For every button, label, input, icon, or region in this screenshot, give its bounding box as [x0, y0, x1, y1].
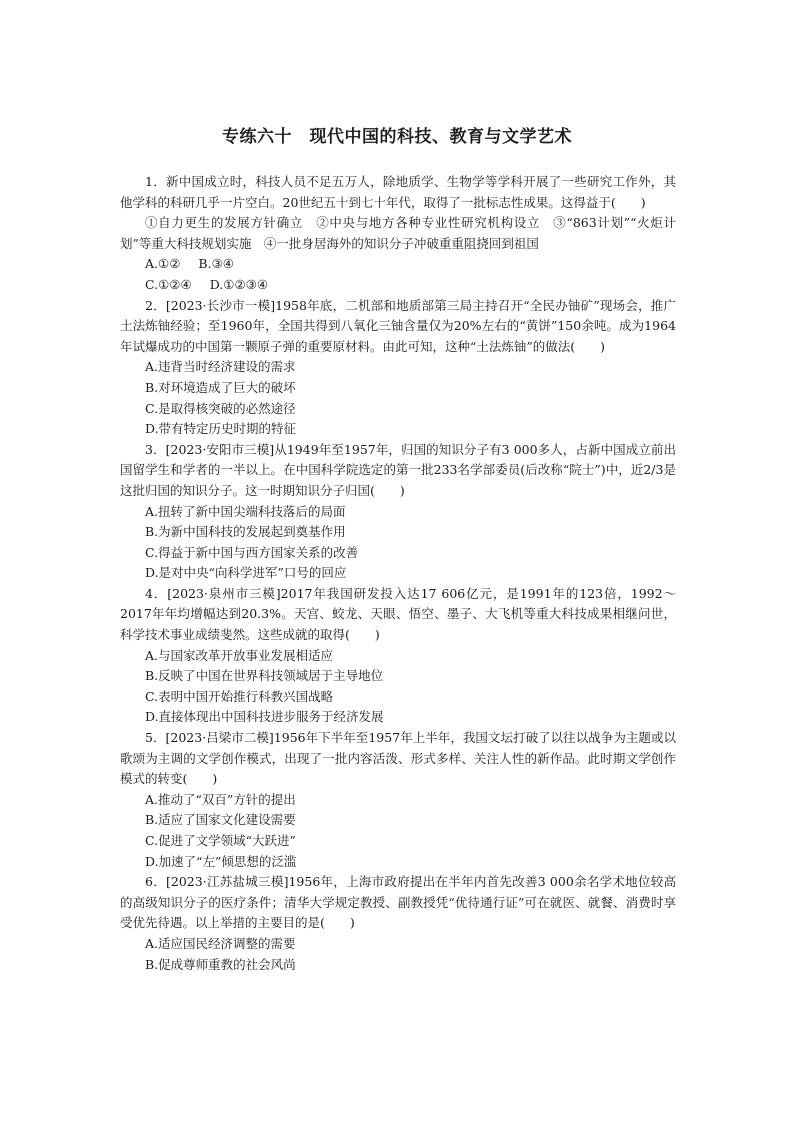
- option-c: C.得益于新中国与西方国家关系的改善: [145, 544, 359, 560]
- option-b: B.适应了国家文化建设需要: [145, 812, 296, 828]
- question-statements: ①自力更生的发展方针确立 ②中央与地方各种专业性研究机构设立 ③“863计划”“火炬计划”等重大科技规划实施 ④一批身居海外的知识分子冲破重重阻挠回到祖国: [120, 215, 676, 251]
- option-row: [120, 254, 676, 275]
- option-b: B.反映了中国在世界科技领域居于主导地位: [145, 668, 384, 684]
- question-stem: 1．新中国成立时，科技人员不足五万人，除地质学、生物学等学科开展了一些研究工作外，其他学科的科研几乎一片空白。20世纪五十到七十年代，取得了一批标志性成果。这得益于( ): [120, 174, 676, 210]
- option-a: A.推动了“双百”方针的提出: [145, 791, 296, 807]
- option-c: C.①②④: [145, 276, 192, 292]
- option-d: D.带有特定历史时期的特征: [145, 421, 297, 437]
- option-a: A.适应国民经济调整的需要: [145, 935, 296, 951]
- question-stem: 6．[2023·江苏盐城三模]1956年，上海市政府提出在半年内首先改善3 000余名学术地位较高的高级知识分子的医疗条件；清华大学规定教授、副教授凭“优待通行证”可在就医、就餐、消费时享受优先待遇。以上举措的主要目的是( ): [120, 874, 676, 931]
- option-a: A.①②: [145, 256, 181, 272]
- option-a: A.与国家改革开放事业发展相适应: [145, 647, 334, 663]
- question-6: [120, 872, 676, 975]
- question-1: [120, 172, 676, 296]
- question-stem: 4．[2023·泉州市三模]2017年我国研发投入达17 606亿元，是1991年的123倍，1992～2017年年均增幅达到20.3%。天宫、蛟龙、天眼、悟空、墨子、大飞机等重大科技成果相继问世，科学技术事业成绩斐然。这些成就的取得( ): [120, 585, 676, 643]
- page-title: 专练六十 现代中国的科技、教育与文学艺术: [222, 127, 572, 147]
- option-d: D.直接体现出中国科技进步服务于经济发展: [145, 709, 384, 725]
- option-b: B.对环境造成了巨大的破坏: [145, 379, 296, 395]
- option-row: [120, 275, 676, 296]
- option-b: B.促成尊师重教的社会风尚: [145, 956, 296, 972]
- option-a: A.违背当时经济建设的需求: [145, 359, 296, 375]
- question-4: [120, 584, 676, 728]
- question-list: [120, 172, 676, 975]
- option-d: D.是对中央“向科学进军”口号的回应: [145, 565, 347, 581]
- question-5: [120, 728, 676, 872]
- option-d: D.加速了“左”倾思想的泛滥: [145, 853, 297, 869]
- option-b: B.③④: [198, 256, 234, 272]
- option-b: B.为新中国科技的发展起到奠基作用: [145, 524, 346, 540]
- option-d: D.①②③④: [209, 276, 269, 292]
- option-c: C.表明中国开始推行科教兴国战略: [145, 688, 334, 704]
- question-stem: 5．[2023·吕梁市二模]1956年下半年至1957年上半年，我国文坛打破了以往以战争为主题或以歌颂为主调的文学创作模式，出现了一批内容活泼、形式多样、关注人性的新作品。此时期文学创作模式的转变( ): [120, 730, 676, 787]
- option-c: C.促进了文学领域“大跃进”: [145, 833, 296, 848]
- option-c: C.是取得核突破的必然途径: [145, 400, 296, 416]
- question-3: [120, 440, 676, 584]
- question-2: [120, 296, 676, 440]
- option-a: A.扭转了新中国尖端科技落后的局面: [145, 503, 346, 519]
- question-stem: 3．[2023·安阳市三模]从1949年至1957年，归国的知识分子有3 000多人，占新中国成立前出国留学生和学者的一半以上。在中国科学院选定的第一批233名学部委员(后改称“院士”)中，近2/3是这批归国的知识分子。这一时期知识分子归国( ): [120, 441, 676, 498]
- question-stem: 2．[2023·长沙市一模]1958年底，二机部和地质部第三局主持召开“全民办铀矿”现场会，推广土法炼铀经验；至1960年，全国共得到八氧化三铀含量仅为20%左右的“黄饼”150余吨。成为1964年试爆成功的中国第一颗原子弹的重要原材料。由此可知，这种“土法炼铀”的做法( ): [120, 297, 676, 354]
